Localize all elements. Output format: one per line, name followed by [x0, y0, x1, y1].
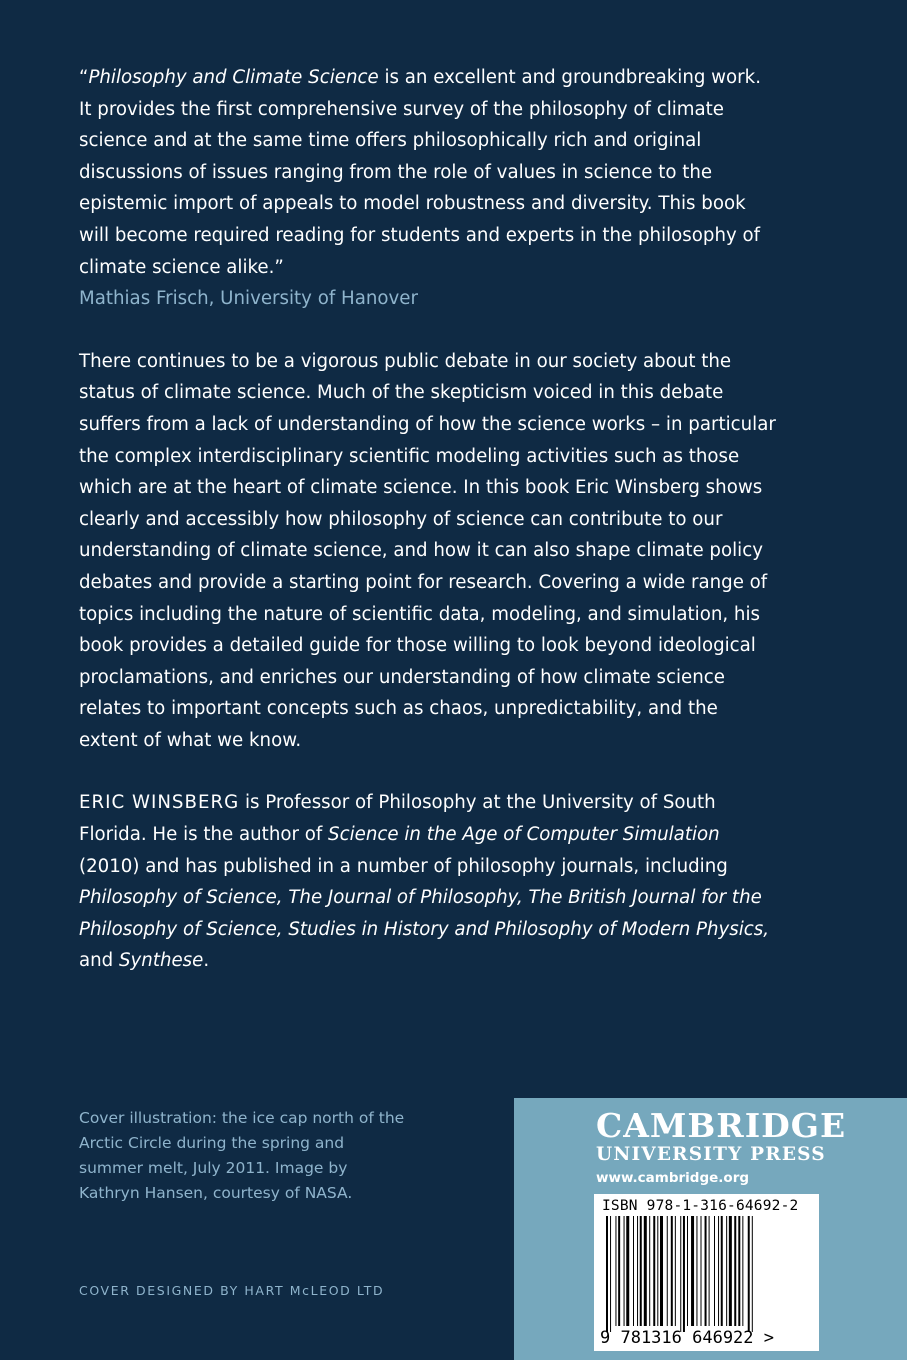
isbn-barcode [594, 1194, 819, 1351]
publisher-logo [596, 1108, 846, 1187]
barcode-bar [696, 1216, 697, 1326]
barcode-bar [671, 1216, 673, 1326]
barcode-bar [624, 1216, 625, 1326]
bio-text: (2010) and has published in a number of philosophy journals, including [79, 855, 728, 877]
barcode-bar [709, 1216, 710, 1326]
barcode-bar [726, 1216, 727, 1326]
barcode-bar [742, 1216, 743, 1326]
barcode-bar [734, 1216, 736, 1326]
barcode-bar [633, 1216, 634, 1326]
barcode-bar [615, 1216, 616, 1326]
barcode-bar [729, 1216, 732, 1326]
quote-body: is an excellent and groundbreaking work. It provides the first comprehensive survey of the philosophy of climate science and at the same time offers philosophically rich and original discussions of issues ranging from the role of values in science to the epistemic import of appeals to model robustness and diversity. This book will become required reading for students and experts in the philosophy of climate science alike.” [79, 67, 761, 278]
barcode-bar [653, 1216, 655, 1326]
journal-list: Philosophy of Science, The Journal of Philosophy, The British Journal for the Philosophy of Science, Studies in History and Philosophy of Modern Physics, [79, 887, 770, 940]
barcode-bar [680, 1216, 681, 1332]
bio-text: . [203, 950, 210, 972]
barcode-bar [626, 1216, 629, 1326]
barcode-bar [644, 1216, 647, 1326]
cover-illustration-caption: Cover illustration: the ice cap north of the Arctic Circle during the spring and summer melt, July 2011. Image by Kathryn Hansen, courtesy of NASA. [79, 1109, 405, 1202]
barcode-bar [640, 1216, 642, 1326]
barcode-bar [657, 1216, 658, 1326]
barcode-bar [738, 1216, 740, 1326]
publisher-website: www.cambridge.org [596, 1170, 750, 1186]
barcode-bar [701, 1216, 702, 1326]
barcode-bar [721, 1216, 723, 1326]
designer-credit: COVER DESIGNED BY HART McLEOD LTD [79, 1283, 385, 1298]
barcode-bar [714, 1216, 715, 1326]
barcode-bar [705, 1216, 707, 1326]
endorsement-attribution: Mathias Frisch, University of Hanover [79, 288, 418, 310]
barcode-bar [649, 1216, 650, 1326]
barcode-bar [610, 1216, 611, 1332]
publisher-name: CAMBRIDGE [596, 1106, 847, 1145]
barcode-bar [691, 1216, 694, 1326]
barcode-bar [675, 1216, 676, 1326]
book-title-italic: Philosophy and Climate Science [88, 67, 379, 88]
barcode-bar [618, 1216, 620, 1326]
barcode-bar [660, 1216, 663, 1326]
author-book-title: Science in the Age of Computer Simulation [328, 824, 720, 846]
publisher-panel [514, 1098, 907, 1360]
isbn-label: ISBN 978-1-316-64692-2 [602, 1198, 799, 1214]
barcode-bar [748, 1216, 750, 1332]
bio-text: and [79, 950, 119, 972]
book-blurb: There continues to be a vigorous public debate in our society about the status of climate science. Much of the skepticism voiced in this debate suffers from a lack of understanding of how the science works – in particular the complex interdisciplinary scientific modeling activities such as those which are at the heart of climate science. In this book Eric Winsberg shows clearly and accessibly how philosophy of science can contribute to our understanding of climate science, and how it can also shape climate policy debates and provide a starting point for research. Covering a wide range of topics including the nature of scientific data, modeling, and simulation, his book provides a detailed guide for those willing to look beyond ideological proclamations, and enriches our understanding of how climate science relates to important concepts such as chaos, unpredictability, and the extent of what we know. [79, 350, 776, 751]
barcode-bar [752, 1216, 753, 1332]
publisher-press: UNIVERSITY PRESS [596, 1144, 826, 1165]
barcode-digits: 9 781316 646922 > [600, 1328, 774, 1348]
barcode-bar [667, 1216, 668, 1326]
barcode-bar [687, 1216, 688, 1326]
back-cover-text [79, 62, 779, 977]
journal-synthese: Synthese [119, 950, 204, 972]
barcode-bar [606, 1216, 608, 1332]
author-bio [79, 787, 779, 977]
author-name: ERIC WINSBERG [79, 792, 240, 814]
bio-text: is Professor of Philosophy at the University of South Florida. He is the author of [79, 792, 716, 846]
quote-open-mark: “ [79, 67, 89, 88]
barcode-bar [718, 1216, 719, 1326]
barcode-bar [637, 1216, 638, 1326]
endorsement-quote [79, 62, 779, 283]
barcode-bar [683, 1216, 685, 1332]
